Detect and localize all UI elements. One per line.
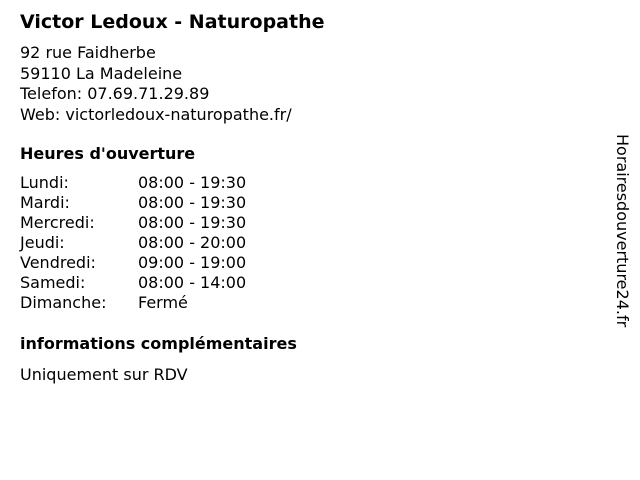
additional-info-text: Uniquement sur RDV xyxy=(20,365,188,384)
hours-row xyxy=(20,273,246,293)
business-address xyxy=(20,43,292,125)
website: Web: victorledoux-naturopathe.fr/ xyxy=(20,104,292,124)
site-watermark: Horairesdouverture24.fr xyxy=(613,134,632,328)
hours-row xyxy=(20,193,246,213)
address-street: 92 rue Faidherbe xyxy=(20,43,156,62)
hours-row xyxy=(20,213,246,233)
additional-info-heading: informations complémentaires xyxy=(20,334,297,353)
opening-hours-heading: Heures d'ouverture xyxy=(20,144,196,163)
hours-day: Jeudi: xyxy=(20,233,65,252)
hours-row xyxy=(20,173,246,193)
hours-day: Dimanche: xyxy=(20,293,107,312)
hours-time: 08:00 - 19:30 xyxy=(138,193,247,212)
business-name: Victor Ledoux - Naturopathe xyxy=(20,11,325,33)
hours-time: 08:00 - 19:30 xyxy=(138,173,247,192)
hours-day: Vendredi: xyxy=(20,253,96,272)
hours-time: 08:00 - 20:00 xyxy=(138,233,247,252)
hours-day: Samedi: xyxy=(20,273,86,292)
hours-day: Mercredi: xyxy=(20,213,95,232)
hours-time: Fermé xyxy=(138,293,188,312)
hours-row xyxy=(20,233,246,253)
address-city: 59110 La Madeleine xyxy=(20,63,183,83)
hours-day: Lundi: xyxy=(20,173,69,192)
phone-number: Telefon: 07.69.71.29.89 xyxy=(20,84,210,103)
hours-day: Mardi: xyxy=(20,193,70,212)
hours-time: 09:00 - 19:00 xyxy=(138,253,247,272)
hours-row xyxy=(20,293,246,313)
hours-row xyxy=(20,253,246,273)
hours-time: 08:00 - 19:30 xyxy=(138,213,247,232)
hours-time: 08:00 - 14:00 xyxy=(138,273,247,292)
opening-hours-table xyxy=(20,173,246,313)
